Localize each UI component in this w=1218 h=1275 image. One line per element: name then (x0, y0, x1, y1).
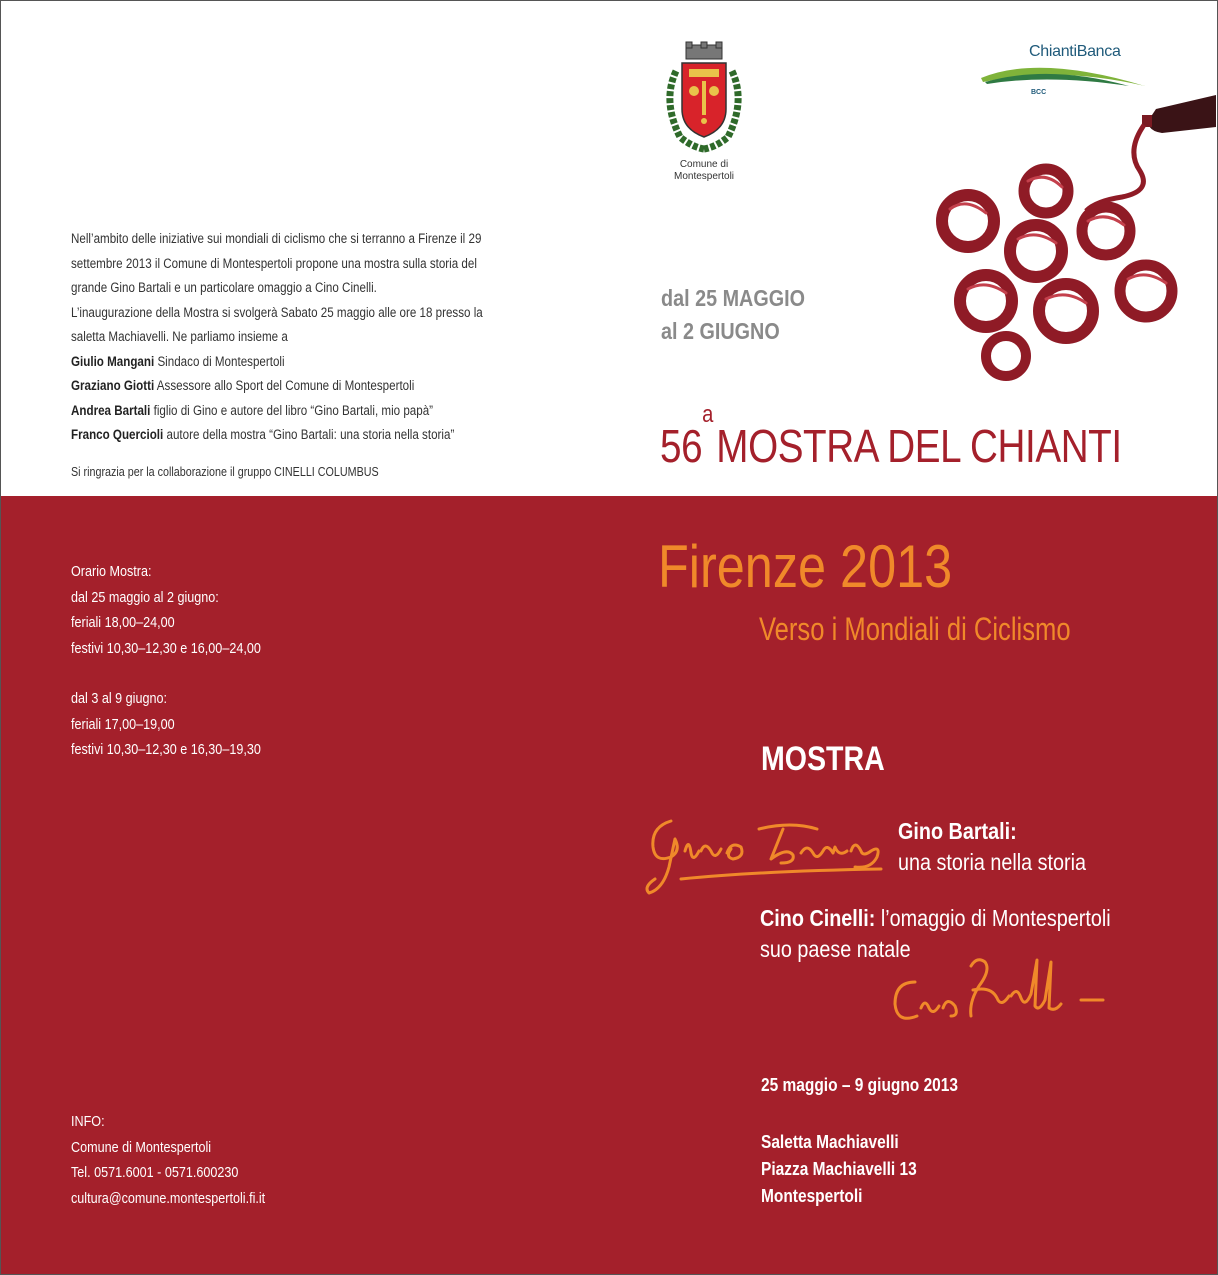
gino-bartali-signature-icon (641, 807, 891, 899)
cino-cinelli-line-2: suo paese natale (760, 936, 911, 962)
chiantibanca-logo-text: ChiantiBanca (1029, 43, 1121, 60)
info-email: cultura@comune.montespertoli.fi.it (71, 1189, 266, 1207)
bcc-mark: BCC (1031, 89, 1047, 96)
event-dates: dal 25 MAGGIO al 2 GIUGNO (661, 285, 805, 344)
venue-address: Saletta Machiavelli Piazza Machiavelli 13 Montespertoli (761, 1132, 917, 1206)
top-panel (1, 1, 1217, 496)
crest-caption: Comune di Montespertoli (673, 159, 735, 182)
municipal-crest-icon (658, 41, 750, 156)
speaker-3: Andrea Bartali figlio di Gino e autore del libro “Gino Bartali, mio papà” (71, 402, 434, 418)
wine-splash-icon (926, 91, 1216, 391)
intro-text (71, 227, 510, 448)
section-label: MOSTRA (761, 740, 885, 778)
intro-paragraph-2: L’inaugurazione della Mostra si svolgerà Sabato 25 maggio alle ore 18 presso la saletta Machiavelli. Ne parliamo insieme a (71, 304, 483, 344)
exhibit-dates: 25 maggio – 9 giugno 2013 (761, 1075, 959, 1095)
speaker-1: Giulio Mangani Sindaco di Montespertoli (71, 353, 285, 369)
headline-subtitle: Verso i Mondiali di Ciclismo (759, 611, 1071, 647)
mostra-title: 56$^a$MOSTRA DEL CHIANTI (660, 401, 1122, 472)
opening-hours: Orario Mostra: dal 25 maggio al 2 giugno: feriali 18,00–24,00 festivi 10,30–12,30 e 16,00–24,00 dal 3 al 9 giugno: feriali 17,00–19,00 festivi 10,30–12,30 e 16,30–19,30 (71, 563, 261, 758)
info-block: INFO: Comune di Montespertoli Tel. 0571.6001 - 0571.600230 cultura@comune.montespertoli.fi.it (71, 1109, 265, 1211)
cino-cinelli-line: Cino Cinelli: l’omaggio di Montespertoli (760, 905, 1111, 931)
gino-bartali-subtitle: una storia nella storia (898, 849, 1087, 875)
headline-title: Firenze 2013 (658, 533, 953, 600)
thanks-note: Si ringrazia per la collaborazione il gruppo CINELLI COLUMBUS (71, 465, 379, 479)
cino-cinelli-signature-icon (881, 946, 1121, 1036)
intro-paragraph-1: Nell’ambito delle iniziative sui mondiali di ciclismo che si terranno a Firenze il 29 settembre 2013 il Comune di Montespertoli propone una mostra sulla storia del grande Gino Bartali e un particolare omaggio a Cino Cinelli. (71, 231, 482, 295)
gino-bartali-heading: Gino Bartali: (898, 818, 1017, 844)
speaker-4: Franco Quercioli autore della mostra “Gino Bartali: una storia nella storia” (71, 427, 455, 442)
speaker-2: Graziano Giotti Assessore allo Sport del Comune di Montespertoli (71, 378, 415, 393)
